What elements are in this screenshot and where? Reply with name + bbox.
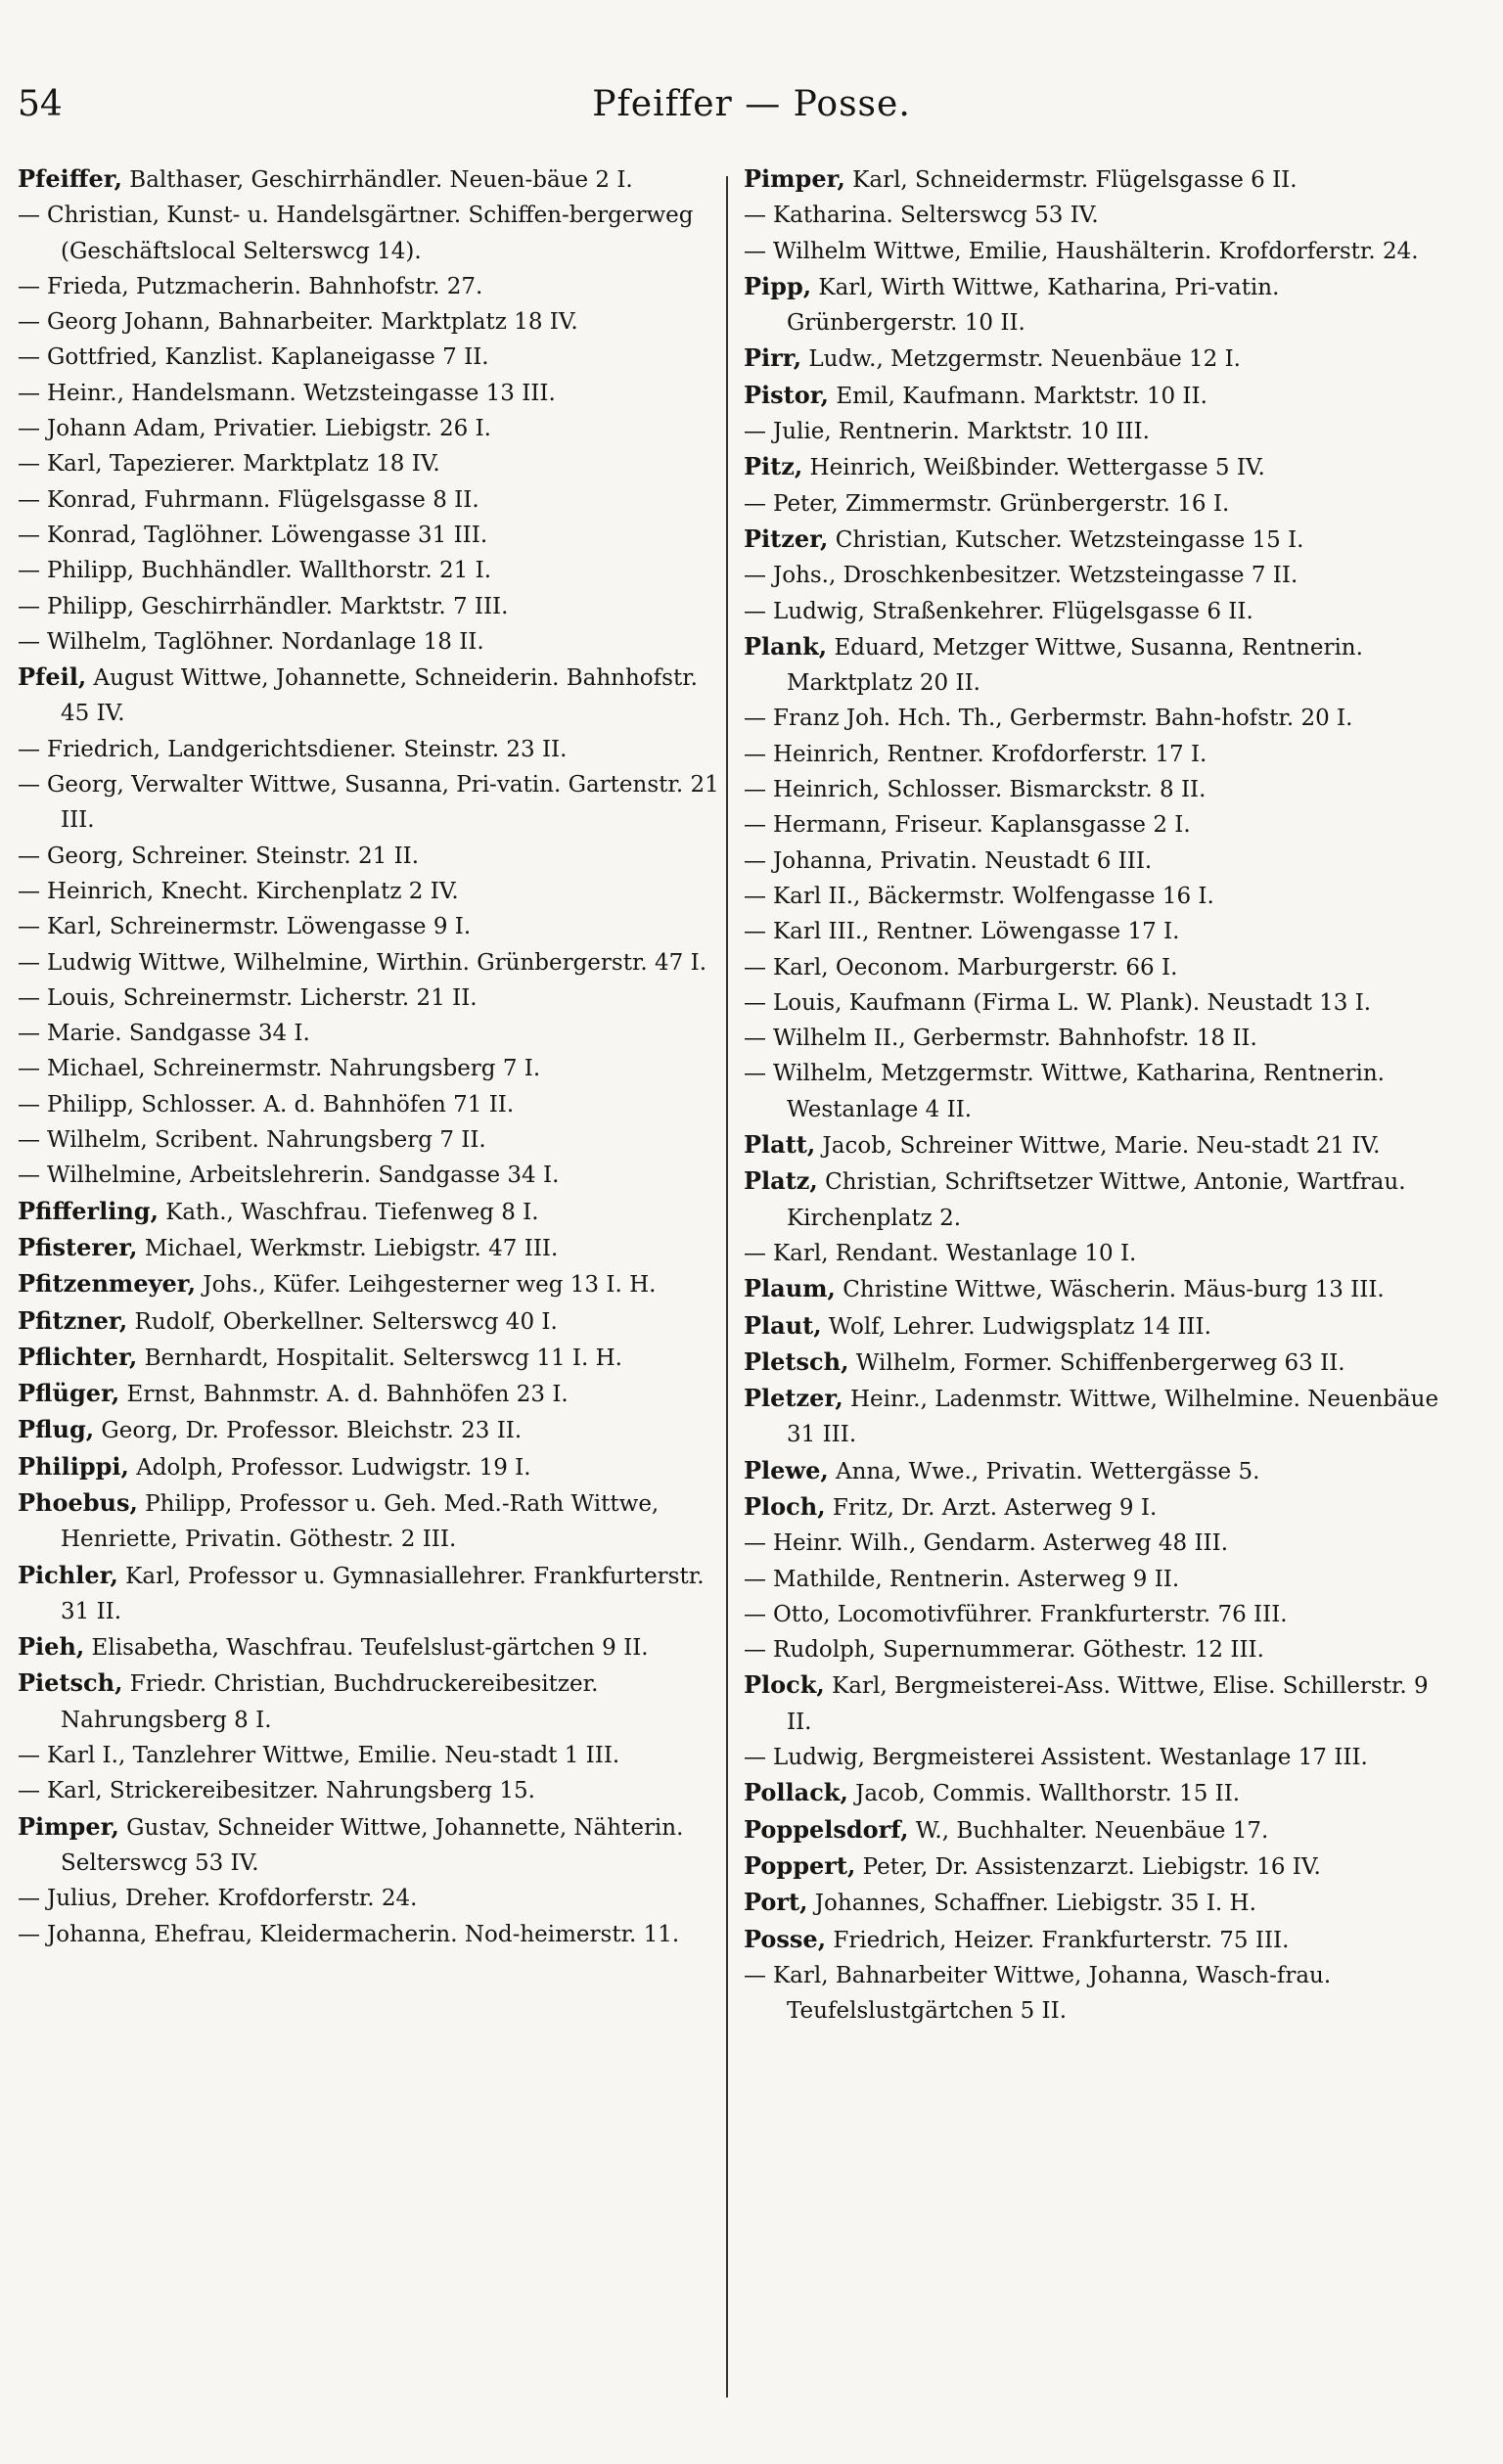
- entry-details: Heinrich, Rentner. Krofdorferstr. 17 I.: [773, 741, 1207, 767]
- entry-details: Johs., Droschkenbesitzer. Wetzsteingasse 7 II.: [773, 563, 1298, 589]
- directory-entry: [18, 874, 722, 909]
- entry-surname: Platt,: [744, 1130, 816, 1160]
- entry-surname: Ploch,: [744, 1491, 826, 1521]
- entry-surname: Pichler,: [18, 1560, 118, 1589]
- directory-entry: [18, 1266, 722, 1302]
- directory-entry: [18, 624, 722, 660]
- repeat-dash: —: [18, 451, 40, 478]
- entry-details: Elisabetha, Waschfrau. Teufelslust-gärtchen 9 II.: [84, 1635, 649, 1662]
- entry-surname: Philippi,: [18, 1451, 129, 1481]
- entry-surname: Pfitzenmeyer,: [18, 1269, 197, 1299]
- repeat-dash: —: [18, 1921, 40, 1947]
- entry-details: Christian, Kutscher. Wetzsteingasse 15 I.: [828, 526, 1304, 553]
- directory-entry: [18, 482, 722, 518]
- directory-entry: [744, 414, 1448, 449]
- column-divider: [726, 176, 728, 2397]
- directory-entry: [744, 1127, 1448, 1164]
- entry-details: Marie. Sandgasse 34 I.: [47, 1021, 310, 1047]
- directory-entry: [18, 1809, 722, 1882]
- directory-entry: [744, 1056, 1448, 1127]
- repeat-dash: —: [744, 706, 766, 732]
- entry-surname: Poppert,: [744, 1850, 856, 1880]
- directory-entry: [744, 234, 1448, 269]
- entry-details: Emil, Kaufmann. Marktstr. 10 II.: [829, 383, 1207, 409]
- entry-details: Georg, Dr. Professor. Bleichstr. 23 II.: [94, 1418, 523, 1444]
- repeat-dash: —: [744, 954, 766, 981]
- entry-details: Louis, Schreinermstr. Licherstr. 21 II.: [47, 984, 478, 1011]
- entry-details: Wilhelm, Scribent. Nahrungsberg 7 II.: [47, 1127, 486, 1154]
- directory-entry: [18, 1665, 722, 1738]
- directory-entry: [744, 1381, 1448, 1453]
- entry-details: August Wittwe, Johannette, Schneiderin. Bahnhofstr. 45 IV.: [61, 665, 698, 727]
- directory-entry: [18, 1629, 722, 1665]
- directory-entry: [744, 1562, 1448, 1597]
- directory-entry: [18, 839, 722, 874]
- directory-entry: [744, 914, 1448, 949]
- entry-details: Karl, Rendant. Westanlage 10 I.: [773, 1240, 1137, 1266]
- entry-details: Christian, Kunst- u. Handelsgärtner. Schiffen-bergerweg (Geschäftslocal Selterswcg 14).: [47, 203, 694, 264]
- entry-details: Karl II., Bäckermstr. Wolfengasse 16 I.: [773, 883, 1214, 909]
- entry-surname: Posse,: [744, 1924, 827, 1953]
- entry-details: W., Buchhalter. Neuenbäue 17.: [908, 1817, 1269, 1844]
- directory-entry: [744, 594, 1448, 629]
- entry-details: Johs., Küfer. Leihgesterner weg 13 I. H.: [196, 1272, 657, 1299]
- entry-details: Johanna, Privatin. Neustadt 6 III.: [773, 847, 1153, 874]
- entry-surname: Plaum,: [744, 1274, 836, 1303]
- entry-details: Wilhelm II., Gerbermstr. Bahnhofstr. 18 II.: [773, 1026, 1257, 1052]
- directory-entry: [18, 1558, 722, 1630]
- entry-surname: Pflug,: [18, 1415, 95, 1444]
- entry-details: Heinrich, Schlosser. Bismarckstr. 8 II.: [773, 777, 1207, 803]
- entry-details: Friedr. Christian, Buchdruckereibesitzer. Nahrungsberg 8 I.: [61, 1671, 599, 1733]
- entry-details: Frieda, Putzmacherin. Bahnhofstr. 27.: [47, 273, 483, 299]
- directory-entry: [18, 518, 722, 553]
- directory-entry: [744, 1021, 1448, 1056]
- directory-entry: [18, 1485, 722, 1558]
- directory-entry: [18, 1303, 722, 1340]
- directory-entry: [18, 304, 722, 340]
- directory-entry: [744, 879, 1448, 914]
- directory-entry: [744, 161, 1448, 198]
- repeat-dash: —: [744, 812, 766, 839]
- repeat-dash: —: [18, 522, 40, 548]
- entry-details: Mathilde, Rentnerin. Asterweg 9 II.: [773, 1566, 1180, 1592]
- entry-details: Friedrich, Heizer. Frankfurterstr. 75 III.: [826, 1927, 1290, 1953]
- directory-entry: [18, 1738, 722, 1773]
- directory-entry: [744, 341, 1448, 377]
- directory-entry: [744, 1526, 1448, 1561]
- entry-details: Heinr., Handelsmann. Wetzsteingasse 13 III.: [47, 380, 556, 406]
- entry-surname: Pirr,: [744, 343, 802, 373]
- entry-surname: Pitz,: [744, 452, 803, 481]
- entry-details: Konrad, Fuhrmann. Flügelsgasse 8 II.: [47, 486, 479, 513]
- entry-surname: Pistor,: [744, 380, 830, 409]
- directory-entry: [18, 1773, 722, 1808]
- directory-entry: [744, 1848, 1448, 1885]
- repeat-dash: —: [744, 777, 766, 803]
- entry-details: Karl, Schreinermstr. Löwengasse 9 I.: [47, 914, 472, 940]
- repeat-dash: —: [18, 1056, 40, 1082]
- entry-details: Georg Johann, Bahnarbeiter. Marktplatz 18 IV.: [47, 309, 578, 336]
- entry-details: Adolph, Professor. Ludwigstr. 19 I.: [128, 1454, 531, 1481]
- directory-entry: [18, 1881, 722, 1916]
- repeat-dash: —: [744, 1745, 766, 1771]
- repeat-dash: —: [18, 273, 40, 299]
- repeat-dash: —: [744, 1061, 766, 1087]
- repeat-dash: —: [18, 1091, 40, 1118]
- directory-entry: [744, 1308, 1448, 1345]
- directory-entry: [744, 198, 1448, 233]
- repeat-dash: —: [18, 380, 40, 406]
- repeat-dash: —: [18, 878, 40, 904]
- directory-entry: [744, 1271, 1448, 1307]
- directory-entry: [744, 486, 1448, 522]
- entry-details: Peter, Dr. Assistenzarzt. Liebigstr. 16 IV.: [855, 1853, 1321, 1880]
- entry-details: Karl, Bergmeisterei-Ass. Wittwe, Elise. Schillerstr. 9 II.: [787, 1673, 1429, 1735]
- entry-details: Karl, Wirth Wittwe, Katharina, Pri-vatin. Grünbergerstr. 10 II.: [787, 274, 1280, 337]
- entry-details: Kath., Waschfrau. Tiefenweg 8 I.: [158, 1199, 539, 1225]
- entry-surname: Pletsch,: [744, 1346, 849, 1376]
- entry-details: Jacob, Schreiner Wittwe, Marie. Neu-stadt 21 IV.: [815, 1133, 1381, 1160]
- directory-entry: [18, 1449, 722, 1485]
- repeat-dash: —: [18, 772, 40, 799]
- entry-surname: Pflichter,: [18, 1342, 138, 1371]
- directory-entry: [18, 1016, 722, 1051]
- directory-entry: [744, 950, 1448, 985]
- entry-details: Georg, Schreiner. Steinstr. 21 II.: [47, 843, 420, 869]
- entry-surname: Port,: [744, 1888, 808, 1917]
- repeat-dash: —: [18, 486, 40, 513]
- directory-entry: [744, 1164, 1448, 1236]
- directory-entry: [18, 945, 722, 981]
- entry-details: Karl, Tapezierer. Marktplatz 18 IV.: [47, 451, 440, 478]
- running-head: Pfeiffer — Posse.: [592, 84, 911, 124]
- repeat-dash: —: [18, 1886, 40, 1912]
- entry-surname: Plock,: [744, 1670, 825, 1700]
- directory-entry: [744, 558, 1448, 593]
- repeat-dash: —: [18, 1163, 40, 1189]
- directory-entry: [744, 269, 1448, 342]
- entry-details: Ludwig, Straßenkehrer. Flügelsgasse 6 II.: [773, 598, 1253, 624]
- repeat-dash: —: [18, 203, 40, 229]
- entry-details: Christine Wittwe, Wäscherin. Mäus-burg 13 III.: [835, 1277, 1385, 1303]
- entry-details: Otto, Locomotivführer. Frankfurterstr. 76 III.: [773, 1601, 1288, 1627]
- repeat-dash: —: [18, 309, 40, 336]
- directory-entry: [18, 1412, 722, 1448]
- directory-entry: [744, 1740, 1448, 1775]
- entry-details: Wilhelm, Taglöhner. Nordanlage 18 II.: [47, 628, 484, 655]
- repeat-dash: —: [744, 883, 766, 909]
- directory-entry: [744, 378, 1448, 414]
- repeat-dash: —: [744, 490, 766, 517]
- repeat-dash: —: [18, 984, 40, 1011]
- entry-details: Karl, Strickereibesitzer. Nahrungsberg 15.: [47, 1778, 535, 1804]
- entry-details: Ernst, Bahnmstr. A. d. Bahnhöfen 23 I.: [119, 1382, 569, 1408]
- directory-entry: [18, 376, 722, 411]
- entry-surname: Pflüger,: [18, 1379, 120, 1408]
- repeat-dash: —: [18, 416, 40, 442]
- directory-entry: [744, 807, 1448, 843]
- entry-details: Heinr., Ladenmstr. Wittwe, Wilhelmine. Neuenbäue 31 III.: [787, 1387, 1439, 1448]
- entry-details: Gustav, Schneider Wittwe, Johannette, Nähterin. Selterswcg 53 IV.: [61, 1814, 684, 1876]
- directory-entry: [18, 161, 722, 198]
- entry-details: Wilhelmine, Arbeitslehrerin. Sandgasse 34 I.: [47, 1163, 560, 1189]
- page-number: 54: [18, 84, 63, 124]
- directory-entry: [18, 732, 722, 767]
- right-column: [744, 161, 1448, 2029]
- entry-details: Philipp, Schlosser. A. d. Bahnhöfen 71 II.: [47, 1091, 515, 1118]
- entry-details: Ludw., Metzgermstr. Neuenbäue 12 I.: [801, 346, 1241, 373]
- directory-entry: [744, 1345, 1448, 1381]
- entry-surname: Pfisterer,: [18, 1232, 138, 1261]
- repeat-dash: —: [744, 1962, 766, 1988]
- directory-entry: [744, 1453, 1448, 1489]
- entry-details: Fritz, Dr. Arzt. Asterweg 9 I.: [825, 1494, 1158, 1521]
- directory-entry: [744, 1775, 1448, 1811]
- entry-details: Franz Joh. Hch. Th., Gerbermstr. Bahn-hofstr. 20 I.: [773, 706, 1353, 732]
- entry-details: Christian, Schriftsetzer Wittwe, Antonie, Wartfrau. Kirchenplatz 2.: [787, 1169, 1406, 1231]
- entry-surname: Pollack,: [744, 1778, 848, 1807]
- directory-entry: [18, 1230, 722, 1266]
- entry-surname: Pimper,: [18, 1811, 119, 1841]
- directory-entry: [744, 1922, 1448, 1958]
- repeat-dash: —: [744, 1637, 766, 1664]
- directory-entry: [744, 772, 1448, 807]
- directory-entry: [18, 269, 722, 304]
- directory-entry: [744, 1958, 1448, 2030]
- entry-details: Ludwig Wittwe, Wilhelmine, Wirthin. Grünbergerstr. 47 I.: [47, 949, 707, 976]
- repeat-dash: —: [18, 558, 40, 584]
- entry-details: Johanna, Ehefrau, Kleidermacherin. Nod-heimerstr. 11.: [47, 1921, 680, 1947]
- entry-surname: Pitzer,: [744, 524, 829, 553]
- directory-entry: [18, 340, 722, 375]
- repeat-dash: —: [744, 238, 766, 264]
- entry-surname: Plewe,: [744, 1455, 829, 1484]
- entry-details: Wilhelm, Metzgermstr. Wittwe, Katharina, Rentnerin. Westanlage 4 II.: [773, 1061, 1385, 1122]
- entry-surname: Pipp,: [744, 271, 812, 300]
- entry-details: Hermann, Friseur. Kaplansgasse 2 I.: [773, 812, 1191, 839]
- repeat-dash: —: [744, 1566, 766, 1592]
- entry-details: Gottfried, Kanzlist. Kaplaneigasse 7 II.: [47, 344, 489, 371]
- repeat-dash: —: [18, 628, 40, 655]
- directory-entry: [18, 1194, 722, 1230]
- entry-details: Wilhelm, Former. Schiffenbergerweg 63 II.: [848, 1349, 1345, 1376]
- entry-details: Peter, Zimmermstr. Grünbergerstr. 16 I.: [773, 490, 1230, 517]
- entry-details: Ludwig, Bergmeisterei Assistent. Westanlage 17 III.: [773, 1745, 1368, 1771]
- repeat-dash: —: [18, 1021, 40, 1047]
- repeat-dash: —: [744, 1240, 766, 1266]
- entry-surname: Pfitzner,: [18, 1305, 128, 1335]
- repeat-dash: —: [18, 843, 40, 869]
- entry-details: Wilhelm Wittwe, Emilie, Haushälterin. Krofdorferstr. 24.: [773, 238, 1419, 264]
- repeat-dash: —: [744, 741, 766, 767]
- entry-details: Johannes, Schaffner. Liebigstr. 35 I. H.: [807, 1891, 1256, 1917]
- directory-entry: [744, 985, 1448, 1021]
- directory-entry: [744, 1885, 1448, 1921]
- entry-details: Karl III., Rentner. Löwengasse 17 I.: [773, 919, 1180, 945]
- directory-entry: [18, 1917, 722, 1952]
- left-column: [18, 161, 722, 1952]
- entry-details: Bernhardt, Hospitalit. Selterswcg 11 I. H.: [137, 1345, 622, 1371]
- directory-entry: [18, 767, 722, 839]
- repeat-dash: —: [18, 914, 40, 940]
- entry-surname: Pletzer,: [744, 1384, 843, 1413]
- entry-details: Julie, Rentnerin. Marktstr. 10 III.: [773, 419, 1150, 445]
- directory-entry: [744, 1236, 1448, 1271]
- entry-details: Rudolf, Oberkellner. Selterswcg 40 I.: [127, 1308, 558, 1335]
- entry-surname: Plank,: [744, 631, 828, 661]
- entry-details: Karl, Schneidermstr. Flügelsgasse 6 II.: [844, 167, 1298, 193]
- repeat-dash: —: [744, 847, 766, 874]
- repeat-dash: —: [18, 1778, 40, 1804]
- entry-details: Louis, Kaufmann (Firma L. W. Plank). Neustadt 13 I.: [773, 989, 1372, 1016]
- entry-details: Johann Adam, Privatier. Liebigstr. 26 I.: [47, 416, 491, 442]
- repeat-dash: —: [744, 563, 766, 589]
- page-header: [18, 78, 1485, 137]
- entry-details: Philipp, Geschirrhändler. Marktstr. 7 III.: [47, 593, 509, 619]
- entry-details: Karl I., Tanzlehrer Wittwe, Emilie. Neu-stadt 1 III.: [47, 1743, 620, 1769]
- entry-details: Eduard, Metzger Wittwe, Susanna, Rentnerin. Marktplatz 20 II.: [787, 634, 1363, 697]
- entry-details: Philipp, Buchhändler. Wallthorstr. 21 I.: [47, 558, 492, 584]
- directory-entry: [18, 411, 722, 446]
- entry-surname: Phoebus,: [18, 1487, 138, 1517]
- entry-details: Konrad, Taglöhner. Löwengasse 31 III.: [47, 522, 488, 548]
- directory-entry: [18, 909, 722, 944]
- repeat-dash: —: [744, 598, 766, 624]
- entry-details: Katharina. Selterswcg 53 IV.: [773, 203, 1099, 229]
- repeat-dash: —: [18, 736, 40, 762]
- entry-surname: Poppelsdorf,: [744, 1814, 909, 1844]
- entry-details: Michael, Werkmstr. Liebigstr. 47 III.: [137, 1235, 559, 1261]
- directory-entry: [18, 1158, 722, 1193]
- repeat-dash: —: [18, 593, 40, 619]
- entry-details: Karl, Bahnarbeiter Wittwe, Johanna, Wasch-frau. Teufelslustgärtchen 5 II.: [773, 1962, 1332, 2025]
- entry-details: Rudolph, Supernummerar. Göthestr. 12 III.: [773, 1637, 1264, 1664]
- repeat-dash: —: [744, 203, 766, 229]
- entry-surname: Pietsch,: [18, 1668, 123, 1698]
- directory-entry: [744, 844, 1448, 879]
- entry-details: Anna, Wwe., Privatin. Wettergässe 5.: [828, 1458, 1260, 1484]
- entry-details: Wolf, Lehrer. Ludwigsplatz 14 III.: [821, 1313, 1211, 1340]
- directory-entry: [744, 1667, 1448, 1740]
- directory-entry: [744, 1597, 1448, 1632]
- directory-entry: [18, 1340, 722, 1376]
- repeat-dash: —: [744, 1026, 766, 1052]
- repeat-dash: —: [744, 919, 766, 945]
- entry-details: Julius, Dreher. Krofdorferstr. 24.: [47, 1886, 418, 1912]
- entry-surname: Pimper,: [744, 164, 845, 193]
- repeat-dash: —: [744, 989, 766, 1016]
- directory-entry: [18, 553, 722, 588]
- directory-entry: [744, 1489, 1448, 1526]
- repeat-dash: —: [18, 344, 40, 371]
- directory-entry: [18, 446, 722, 481]
- directory-entry: [744, 1632, 1448, 1667]
- entry-details: Karl, Oeconom. Marburgerstr. 66 I.: [773, 954, 1178, 981]
- directory-entry: [744, 737, 1448, 772]
- repeat-dash: —: [18, 1743, 40, 1769]
- directory-entry: [18, 1122, 722, 1158]
- directory-entry: [18, 1087, 722, 1122]
- entry-details: Balthaser, Geschirrhändler. Neuen-bäue 2 I.: [121, 167, 633, 193]
- entry-details: Heinr. Wilh., Gendarm. Asterweg 48 III.: [773, 1530, 1229, 1557]
- entry-details: Friedrich, Landgerichtsdiener. Steinstr. 23 II.: [47, 736, 568, 762]
- entry-surname: Plaut,: [744, 1310, 822, 1340]
- repeat-dash: —: [744, 419, 766, 445]
- directory-entry: [18, 660, 722, 732]
- entry-details: Heinrich, Weißbinder. Wettergasse 5 IV.: [802, 455, 1265, 481]
- directory-entry: [18, 198, 722, 269]
- repeat-dash: —: [18, 1127, 40, 1154]
- directory-entry: [744, 701, 1448, 736]
- directory-entry: [744, 449, 1448, 485]
- entry-details: Georg, Verwalter Wittwe, Susanna, Pri-vatin. Gartenstr. 21 III.: [47, 772, 719, 834]
- repeat-dash: —: [18, 949, 40, 976]
- entry-surname: Pfeil,: [18, 662, 87, 692]
- directory-entry: [744, 1812, 1448, 1848]
- directory-entry: [744, 522, 1448, 558]
- entry-surname: Pieh,: [18, 1632, 85, 1662]
- directory-entry: [744, 629, 1448, 702]
- directory-entry: [18, 1376, 722, 1412]
- entry-details: Philipp, Professor u. Geh. Med.-Rath Wittwe, Henriette, Privatin. Göthestr. 2 III.: [61, 1490, 660, 1553]
- entry-details: Heinrich, Knecht. Kirchenplatz 2 IV.: [47, 878, 459, 904]
- entry-surname: Pfeiffer,: [18, 164, 122, 193]
- entry-details: Karl, Professor u. Gymnasiallehrer. Frankfurterstr. 31 II.: [61, 1563, 705, 1624]
- directory-entry: [18, 589, 722, 624]
- entry-details: Michael, Schreinermstr. Nahrungsberg 7 I.: [47, 1056, 541, 1082]
- repeat-dash: —: [744, 1601, 766, 1627]
- directory-entry: [18, 981, 722, 1016]
- directory-entry: [18, 1051, 722, 1086]
- entry-surname: Platz,: [744, 1166, 818, 1196]
- repeat-dash: —: [744, 1530, 766, 1557]
- entry-surname: Pfifferling,: [18, 1196, 159, 1225]
- entry-details: Jacob, Commis. Wallthorstr. 15 II.: [847, 1781, 1241, 1807]
